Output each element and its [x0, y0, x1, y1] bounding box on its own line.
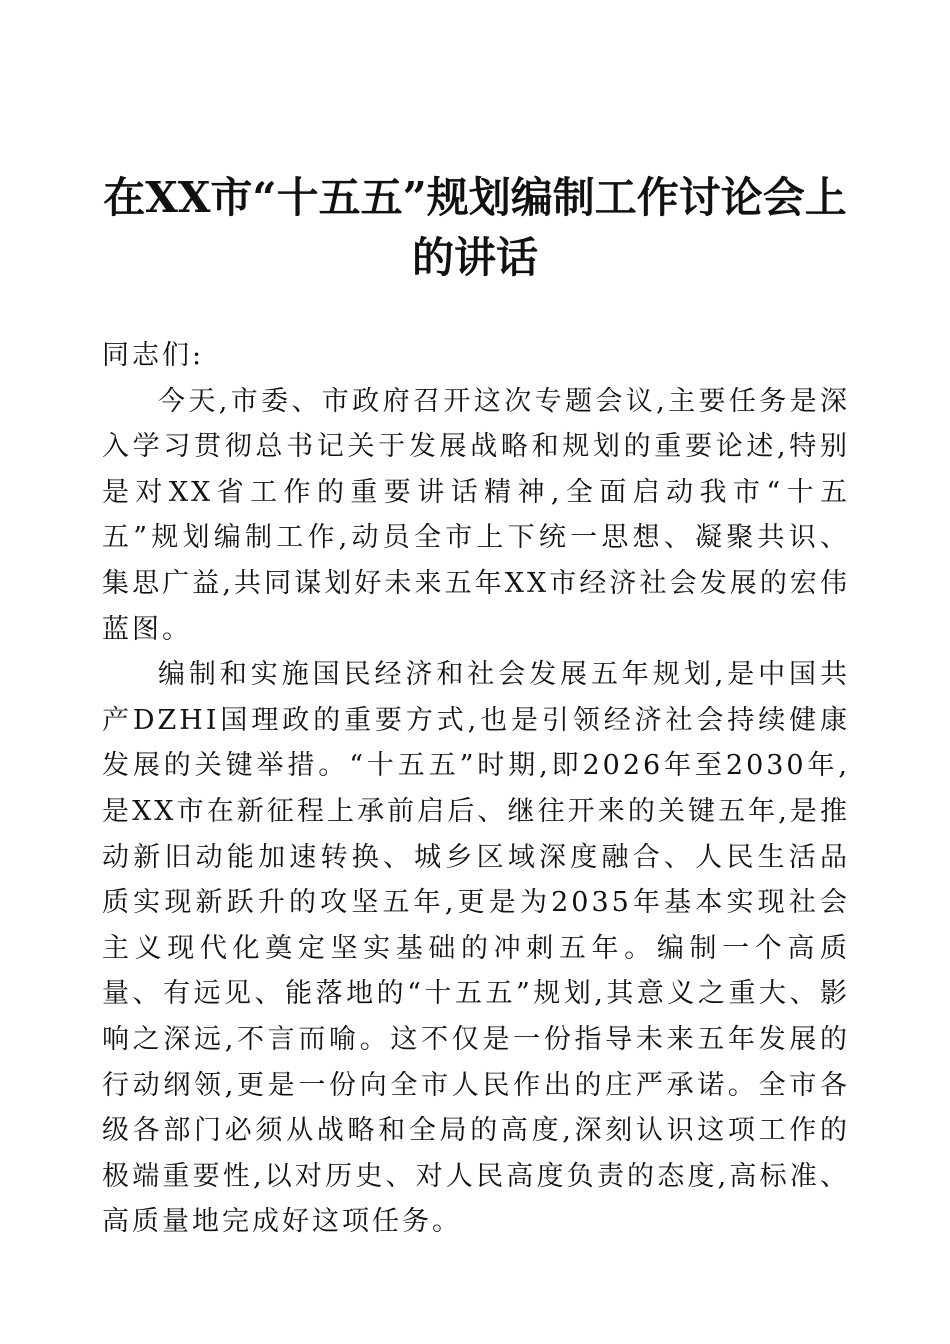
paragraph-2: 编制和实施国民经济和社会发展五年规划,是中国共产DZHI国理政的重要方式,也是引领经济社会持续健康发展的关键举措。“十五五”时期,即2026年至2030年,是XX市在新征程上承前启后、继往开来的关键五年,是推动新旧动能加速转换、城乡区域深度融合、人民生活品质实现新跃升的攻坚五年,更是为2035年基本实现社会主义现代化奠定坚实基础的冲刺五年。编制一个高质量、有远见、能落地的“十五五”规划,其意义之重大、影响之深远,不言而喻。这不仅是一份指导未来五年发展的行动纲领,更是一份向全市人民作出的庄严承诺。全市各级各部门必须从战略和全局的高度,深刻认识这项工作的极端重要性,以对历史、对人民高度负责的态度,高标准、高质量地完成好这项任务。: [102, 659, 850, 1238]
document-body: [102, 333, 850, 1245]
salutation: 同志们:: [102, 340, 205, 371]
document-title: 在XX市“十五五”规划编制工作讨论会上的讲话: [103, 173, 847, 282]
paragraph-1: 今天,市委、市政府召开这次专题会议,主要任务是深入学习贯彻总书记关于发展战略和规划的重要论述,特别是对XX省工作的重要讲话精神,全面启动我市“十五五”规划编制工作,动员全市上下统一思想、凝聚共识、集思广益,共同谋划好未来五年XX市经济社会发展的宏伟蓝图。: [102, 385, 850, 645]
